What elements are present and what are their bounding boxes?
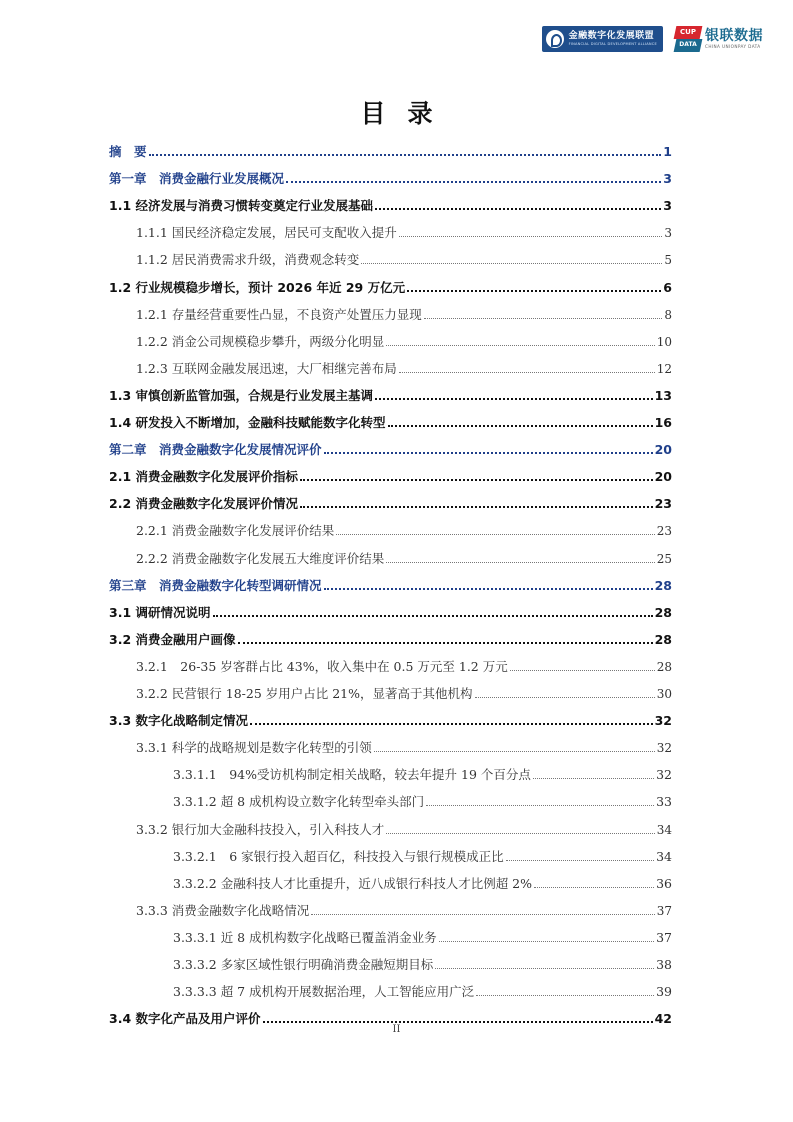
toc-entry[interactable] xyxy=(136,547,672,567)
toc-entry[interactable] xyxy=(109,140,672,160)
toc-dot-leader xyxy=(286,181,661,183)
toc-entry-title: 第二章 消费金融数字化发展情况评价 xyxy=(109,442,322,458)
toc-entry[interactable] xyxy=(136,682,672,702)
toc-entry-title: 3.3.3 消费金融数字化战略情况 xyxy=(136,902,310,918)
toc-entry[interactable] xyxy=(109,194,672,214)
toc-entry-page: 20 xyxy=(654,442,672,458)
toc-entry-page: 36 xyxy=(656,875,672,891)
toc-entry-page: 25 xyxy=(656,551,672,566)
cup-data-logo xyxy=(675,26,763,52)
toc-dot-leader xyxy=(386,833,654,834)
toc-entry[interactable] xyxy=(109,601,672,621)
toc-entry-title: 1.2.3 互联网金融发展迅速，大厂相继完善布局 xyxy=(136,360,397,376)
toc-entry-page: 28 xyxy=(654,604,672,620)
toc-entry-title: 3.3.1.1 94%受访机构制定相关战略，较去年提升 19 个百分点 xyxy=(173,767,531,783)
toc-entry-title: 3.3 数字化战略制定情况 xyxy=(109,713,248,729)
cup-data-logo-name: 银联数据 xyxy=(705,27,763,44)
toc-entry-page: 1 xyxy=(663,144,672,159)
toc-entry-page: 3 xyxy=(663,198,672,214)
toc-entry-page: 39 xyxy=(656,984,672,1000)
toc-entry-title: 2.2.1 消费金融数字化发展评价结果 xyxy=(136,523,335,539)
toc-entry[interactable] xyxy=(136,655,672,675)
toc-entry-title: 3.3.1.2 超 8 成机构设立数字化转型牵头部门 xyxy=(173,794,425,810)
toc-entry[interactable] xyxy=(136,818,672,838)
toc-dot-leader xyxy=(374,751,655,752)
toc-dot-leader xyxy=(300,479,653,481)
page-number: II xyxy=(392,1024,401,1035)
toc-dot-leader xyxy=(250,723,653,725)
toc-dot-leader xyxy=(300,506,653,508)
toc-entry-title: 1.1.1 国民经济稳定发展，居民可支配收入提升 xyxy=(136,225,397,241)
toc-entry-page: 32 xyxy=(656,767,672,783)
toc-entry[interactable] xyxy=(109,276,672,296)
toc-dot-leader xyxy=(263,1021,653,1023)
toc-entry-title: 1.4 研发投入不断增加，金融科技赋能数字化转型 xyxy=(109,415,386,430)
toc-entry-title: 3.3.3.3 超 7 成机构开展数据治理，人工智能应用广泛 xyxy=(173,984,475,1000)
toc-entry-page: 42 xyxy=(654,1011,672,1027)
fdda-logo xyxy=(542,26,663,52)
toc-dot-leader xyxy=(361,263,662,264)
toc-entry-page: 12 xyxy=(656,361,672,376)
toc-entry[interactable] xyxy=(109,438,672,458)
toc-entry[interactable] xyxy=(136,519,672,539)
toc-dot-leader xyxy=(533,778,654,779)
toc-entry-page: 38 xyxy=(656,957,672,972)
toc-dot-leader xyxy=(475,697,655,698)
toc-entry[interactable] xyxy=(136,330,672,350)
toc-entry-page: 34 xyxy=(656,822,672,837)
toc-entry-page: 13 xyxy=(654,387,672,403)
toc-dot-leader xyxy=(399,236,663,237)
toc-dot-leader xyxy=(149,154,662,156)
toc-entry-page: 20 xyxy=(654,469,672,485)
toc-dot-leader xyxy=(375,208,661,210)
toc-entry-title: 3.3.3.1 近 8 成机构数字化战略已覆盖消金业务 xyxy=(173,929,437,945)
toc-dot-leader xyxy=(424,318,663,319)
toc-dot-leader xyxy=(311,914,654,915)
toc-entry-title: 3.2 消费金融用户画像 xyxy=(109,631,236,647)
toc-dot-leader xyxy=(407,290,661,292)
toc-entry-title: 1.2.1 存量经营重要性凸显，不良资产处置压力显现 xyxy=(136,306,422,322)
fdda-logo-english: FINANCIAL DIGITAL DEVELOPMENT ALLIANCE xyxy=(568,41,657,46)
toc-entry-title: 1.2.2 消金公司规模稳步攀升，两级分化明显 xyxy=(136,333,385,349)
toc-dot-leader xyxy=(510,670,655,671)
toc-dot-leader xyxy=(439,941,654,942)
toc-entry[interactable] xyxy=(173,845,672,865)
toc-entry-page: 28 xyxy=(656,659,672,674)
toc-entry-title: 3.3.1 科学的战略规划是数字化转型的引领 xyxy=(136,740,372,756)
toc-dot-leader xyxy=(324,588,653,590)
cup-data-badge-icon: CUP DATA xyxy=(675,26,701,52)
toc-entry-page: 8 xyxy=(664,307,672,322)
toc-dot-leader xyxy=(375,398,653,400)
toc-dot-leader xyxy=(399,372,655,373)
toc-entry[interactable] xyxy=(136,357,672,377)
toc-entry-page: 30 xyxy=(656,687,672,701)
toc-entry[interactable] xyxy=(136,303,672,323)
toc-entry[interactable] xyxy=(109,574,672,594)
toc-entry[interactable] xyxy=(109,628,672,648)
toc-entry[interactable] xyxy=(136,736,672,756)
toc-entry-page: 28 xyxy=(654,577,672,593)
toc-entry-page: 3 xyxy=(663,171,672,187)
toc-entry-title: 1.3 审慎创新监管加强，合规是行业发展主基调 xyxy=(109,387,373,403)
toc-dot-leader xyxy=(435,968,654,969)
toc-entry[interactable] xyxy=(173,953,672,973)
toc-entry-title: 2.1 消费金融数字化发展评价指标 xyxy=(109,469,298,485)
toc-dot-leader xyxy=(388,425,653,427)
toc-entry[interactable] xyxy=(173,790,672,810)
toc-entry-title: 3.3.2 银行加大金融科技投入，引入科技人才 xyxy=(136,821,385,837)
toc-dot-leader xyxy=(213,615,653,617)
toc-entry[interactable] xyxy=(136,248,672,268)
toc-entry-title: 2.2 消费金融数字化发展评价情况 xyxy=(109,496,298,512)
page-title: 目录 xyxy=(360,99,455,128)
toc-entry-page: 16 xyxy=(654,415,672,430)
header-logos xyxy=(542,26,763,52)
fdda-logo-name: 金融数字化发展联盟 xyxy=(568,30,655,41)
toc-dot-leader xyxy=(386,345,654,346)
toc-entry-title: 第三章 消费金融数字化转型调研情况 xyxy=(109,577,322,593)
toc-entry-page: 32 xyxy=(656,741,672,756)
toc-entry[interactable] xyxy=(173,980,672,1000)
toc-entry-page: 33 xyxy=(656,794,672,810)
toc-entry-title: 1.1 经济发展与消费习惯转变奠定行业发展基础 xyxy=(109,198,373,214)
toc-entry-title: 3.3.2.1 6 家银行投入超百亿，科技投入与银行规模成正比 xyxy=(173,848,504,864)
toc-entry-page: 37 xyxy=(656,929,672,945)
toc-entry[interactable] xyxy=(173,926,672,946)
toc-entry-title: 摘 要 xyxy=(109,144,147,159)
toc-entry-page: 23 xyxy=(656,524,672,539)
toc-entry-page: 23 xyxy=(654,496,672,512)
toc-entry-title: 3.3.3.2 多家区域性银行明确消费金融短期目标 xyxy=(173,957,434,972)
toc-entry[interactable] xyxy=(173,763,672,783)
toc-entry-page: 28 xyxy=(654,631,672,647)
toc-entry-page: 34 xyxy=(656,848,672,864)
toc-entry-page: 10 xyxy=(656,334,672,349)
toc-entry[interactable] xyxy=(109,465,672,485)
toc-entry-title: 3.1 调研情况说明 xyxy=(109,604,211,620)
toc-entry-title: 3.4 数字化产品及用户评价 xyxy=(109,1011,261,1027)
toc-entry-title: 1.2 行业规模稳步增长，预计 2026 年近 29 万亿元 xyxy=(109,279,406,295)
toc-dot-leader xyxy=(238,642,653,644)
fdda-logo-icon xyxy=(546,30,564,48)
toc-entry-page: 6 xyxy=(663,279,672,295)
toc-entry[interactable] xyxy=(109,411,672,431)
toc-entry-page: 3 xyxy=(664,226,672,241)
toc-entry-title: 第一章 消费金融行业发展概况 xyxy=(109,171,285,187)
toc-entry-title: 3.3.2.2 金融科技人才比重提升，近八成银行科技人才比例超 2% xyxy=(173,875,533,891)
cup-data-logo-english: CHINA UNIONPAY DATA xyxy=(705,43,761,49)
toc-entry[interactable] xyxy=(173,872,672,892)
toc-entry-page: 5 xyxy=(664,253,672,268)
toc-dot-leader xyxy=(506,860,654,861)
toc-dot-leader xyxy=(386,562,654,563)
toc-dot-leader xyxy=(476,995,654,996)
toc-entry-title: 3.2.1 26-35 岁客群占比 43%，收入集中在 0.5 万元至 1.2 万元 xyxy=(136,658,508,674)
toc-dot-leader xyxy=(426,805,654,806)
toc-entry[interactable] xyxy=(109,167,672,187)
toc-entry-title: 2.2.2 消费金融数字化发展五大维度评价结果 xyxy=(136,550,385,566)
toc-entry-page: 32 xyxy=(654,713,672,729)
toc-entry[interactable] xyxy=(136,899,672,919)
toc-dot-leader xyxy=(324,452,653,454)
toc-entry[interactable] xyxy=(109,709,672,729)
toc-entry[interactable] xyxy=(109,384,672,404)
toc-entry-title: 3.2.2 民营银行 18-25 岁用户占比 21%，显著高于其他机构 xyxy=(136,686,473,701)
toc-entry[interactable] xyxy=(136,221,672,241)
toc-dot-leader xyxy=(336,534,654,535)
toc-dot-leader xyxy=(534,887,654,888)
toc-entry-title: 1.1.2 居民消费需求升级，消费观念转变 xyxy=(136,252,360,268)
toc-entry-page: 37 xyxy=(656,903,672,918)
toc-entry[interactable] xyxy=(109,492,672,512)
